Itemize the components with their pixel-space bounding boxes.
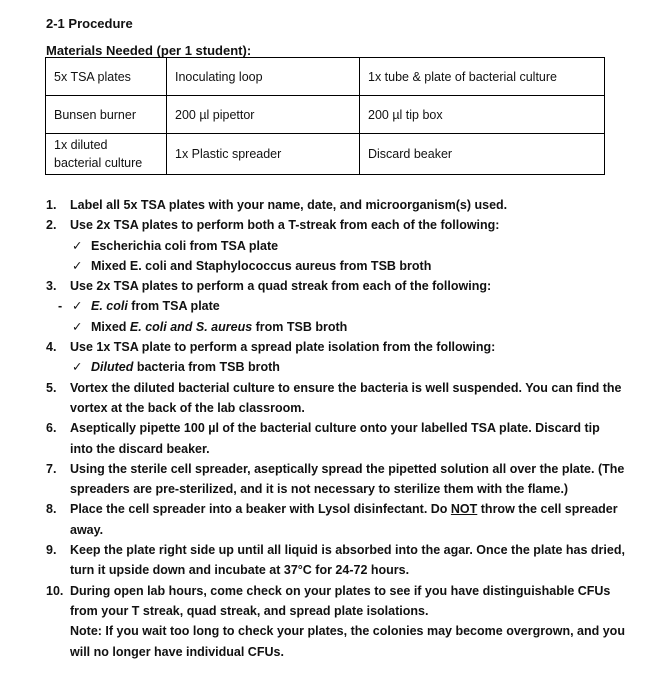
table-cell: 1x diluted bacterial culture <box>46 134 167 175</box>
sub-item-text: Mixed <box>91 319 130 334</box>
checkmark-icon: ✓ <box>72 299 83 314</box>
materials-table <box>45 57 605 175</box>
step-number: 2. <box>46 218 57 233</box>
sub-item-text: from TSB broth <box>252 319 348 334</box>
table-cell: 200 µl pipettor <box>167 96 360 134</box>
step-8 <box>46 499 626 540</box>
step-3 <box>46 276 626 337</box>
checkmark-icon: ✓ <box>72 319 83 334</box>
sub-item <box>70 357 626 377</box>
table-row <box>46 58 605 96</box>
step-text: throw the cell spreader away. <box>70 502 618 537</box>
sub-item-italic: Diluted <box>91 360 134 375</box>
step-9 <box>46 540 626 581</box>
checkmark-icon: ✓ <box>72 258 83 273</box>
sub-item <box>70 256 626 276</box>
step-number: 8. <box>46 502 57 517</box>
step-text: Use 2x TSA plates to perform a quad streak from each of the following: <box>70 279 492 294</box>
step-number: 1. <box>46 198 57 212</box>
step-5 <box>46 378 626 419</box>
sub-list <box>70 236 626 277</box>
step-text: During open lab hours, come check on your plates to see if you have distinguishable CFUs from your T streak, quad streak, and spread plate isolations. <box>70 583 611 618</box>
table-cell: Inoculating loop <box>167 58 360 96</box>
step-number: 10. <box>46 583 64 598</box>
step-number: 9. <box>46 543 57 558</box>
step-text: Vortex the diluted bacterial culture to ensure the bacteria is well suspended. You can find the vortex at the back of the lab classroom. <box>70 380 622 415</box>
sub-item-italic: E. coli <box>91 299 128 314</box>
step-number: 6. <box>46 421 57 436</box>
step-text-underlined: NOT <box>450 502 478 517</box>
step-text: Keep the plate right side up until all liquid is absorbed into the agar. Once the plate has dried, turn it upside down and incubate at 37°C for 24-72 hours. <box>70 543 625 578</box>
dash-mark: - <box>58 299 63 314</box>
step-number: 7. <box>46 461 57 476</box>
sub-item <box>70 317 626 337</box>
sub-list <box>70 357 626 377</box>
table-row <box>46 96 605 134</box>
step-2 <box>46 215 626 276</box>
table-cell: Discard beaker <box>360 134 605 175</box>
sub-item <box>70 236 626 256</box>
table-cell: 1x tube & plate of bacterial culture <box>360 58 605 96</box>
step-10 <box>46 581 626 662</box>
sub-item-text: from TSA plate <box>127 299 220 314</box>
step-text: Use 2x TSA plates to perform both a T-streak from each of the following: <box>70 218 500 233</box>
step-number: 5. <box>46 380 57 395</box>
table-cell: 1x Plastic spreader <box>167 134 360 175</box>
sub-item-text: bacteria from TSB broth <box>133 360 280 375</box>
step-7 <box>46 459 626 500</box>
step-text: Using the sterile cell spreader, aseptically spread the pipetted solution all over the plate. (The spreaders are pre-sterilized, and it is not necessary to sterilize them with the flame.) <box>70 461 625 497</box>
table-cell: 5x TSA plates <box>46 58 167 96</box>
materials-label: Materials Needed (per 1 student): <box>46 43 252 58</box>
checkmark-icon: ✓ <box>72 360 83 375</box>
sub-item <box>58 296 626 316</box>
step-number: 3. <box>46 279 57 294</box>
step-6 <box>46 418 626 459</box>
step-4 <box>46 337 626 378</box>
sub-item-text: Mixed E. coli and Staphylococcus aureus from TSB broth <box>91 258 432 273</box>
note-text: Note: If you wait too long to check your plates, the colonies may become overgrown, and you will no longer have individual CFUs. <box>70 624 625 659</box>
step-1 <box>46 195 626 215</box>
table-cell: 200 µl tip box <box>360 96 605 134</box>
sub-item-text: Escherichia coli from TSA plate <box>91 238 279 253</box>
table-cell: Bunsen burner <box>46 96 167 134</box>
step-text: Place the cell spreader into a beaker with Lysol disinfectant. Do <box>70 502 451 517</box>
checkmark-icon: ✓ <box>72 238 83 253</box>
sub-list <box>58 296 626 337</box>
procedure-steps <box>46 195 626 662</box>
step-text: Label all 5x TSA plates with your name, date, and microorganism(s) used. <box>70 198 508 212</box>
sub-item-italic: E. coli and S. aureus <box>129 319 253 334</box>
table-row <box>46 134 605 175</box>
step-text: Aseptically pipette 100 µl of the bacterial culture onto your labelled TSA plate. Discard tip into the discard beaker. <box>70 421 600 456</box>
step-number: 4. <box>46 340 57 355</box>
section-title: 2-1 Procedure <box>46 16 133 31</box>
step-text: Use 1x TSA plate to perform a spread plate isolation from the following: <box>70 340 496 355</box>
